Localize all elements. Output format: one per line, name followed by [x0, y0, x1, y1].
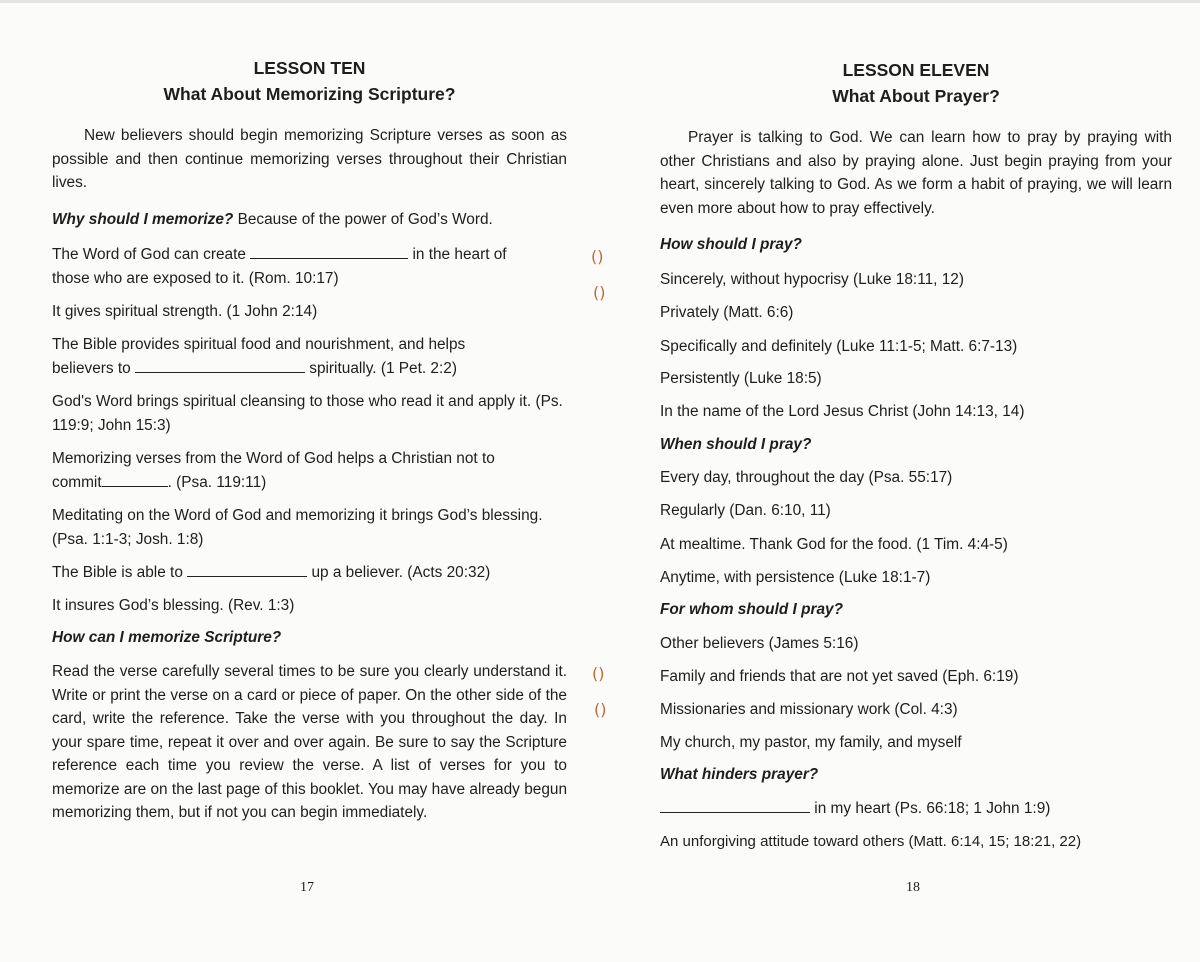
answer-blank: [250, 244, 408, 259]
margin-mark-icon: (): [592, 664, 605, 683]
whom-pray-item: Family and friends that are not yet saved (Eph. 6:19): [660, 668, 1019, 685]
page-number-17: 17: [300, 880, 314, 895]
whom-pray-item: Other believers (James 5:16): [660, 635, 859, 652]
answer-blank: [135, 358, 305, 373]
how-pray-item: Sincerely, without hypocrisy (Luke 18:11, 12): [660, 271, 964, 288]
item1-text-end: in the heart of: [408, 246, 507, 263]
fill-in-faith-item: [52, 243, 567, 290]
lesson-eleven-title: What About Prayer?: [832, 86, 1000, 106]
how-pray-item: In the name of the Lord Jesus Christ (John 14:13, 14): [660, 403, 1025, 420]
how-pray-question: How should I pray?: [660, 236, 802, 253]
lesson-eleven-heading: LESSON ELEVEN: [842, 60, 990, 80]
fill-in-build-item: [52, 561, 567, 585]
lesson-ten-title: What About Memorizing Scripture?: [163, 84, 456, 104]
why-memorize-answer: Because of the power of God’s Word.: [233, 211, 493, 228]
spiritual-strength-item: It gives spiritual strength. (1 John 2:14): [52, 303, 318, 320]
blessing-item: It insures God’s blessing. (Rev. 1:3): [52, 597, 295, 614]
why-memorize-question: Why should I memorize?: [52, 211, 234, 228]
answer-blank: [102, 472, 168, 487]
hinders-prayer-question: What hinders prayer?: [660, 766, 819, 783]
whom-pray-item: Missionaries and missionary work (Col. 4:3): [660, 701, 958, 718]
item1-reference: those who are exposed to it. (Rom. 10:17): [52, 269, 339, 287]
hinder1-text: in my heart (Ps. 66:18; 1 John 1:9): [810, 800, 1051, 817]
when-pray-question: When should I pray?: [660, 436, 812, 453]
when-pray-item: At mealtime. Thank God for the food. (1 Tim. 4:4-5): [660, 536, 1008, 553]
how-pray-item: Specifically and definitely (Luke 11:1-5; Matt. 6:7-13): [660, 338, 1018, 355]
fill-in-grow-item: [52, 333, 567, 380]
item1-text: The Word of God can create: [52, 246, 251, 263]
item5-text: Memorizing verses from the Word of God helps a Christian not to: [52, 450, 495, 467]
how-pray-item: Privately (Matt. 6:6): [660, 304, 794, 321]
item7-text: The Bible is able to: [52, 564, 188, 581]
item5-reference: . (Psa. 119:11): [167, 473, 267, 491]
meditating-item: Meditating on the Word of God and memorizing it brings God’s blessing. (Psa. 1:1-3; Josh. 1:8): [52, 507, 543, 548]
item3-text: The Bible provides spiritual food and nourishment, and helps: [52, 336, 466, 353]
whom-pray-item: My church, my pastor, my family, and myself: [660, 734, 962, 751]
how-pray-item: Persistently (Luke 18:5): [660, 370, 822, 387]
whom-pray-question: For whom should I pray?: [660, 601, 843, 618]
when-pray-item: Every day, throughout the day (Psa. 55:17): [660, 469, 953, 486]
page-18: [660, 0, 1172, 962]
when-pray-item: Regularly (Dan. 6:10, 11): [660, 502, 831, 519]
unforgiving-item: An unforgiving attitude toward others (Matt. 6:14, 15; 18:21, 22): [660, 833, 1082, 850]
item3-text-2: believers to: [52, 359, 135, 377]
why-memorize-line: [52, 208, 567, 232]
prayer-intro-paragraph: Prayer is talking to God. We can learn how to pray by praying with other Christians and also by praying alone. Just begin praying from your heart, sincerely talking to God. As we form a habit of praying, we will learn even more about how to pray effectively.: [660, 129, 1172, 217]
margin-mark-icon: (): [594, 700, 607, 719]
lesson-ten-heading: LESSON TEN: [253, 58, 366, 78]
page-number-18: 18: [906, 880, 920, 895]
page-17: [52, 0, 567, 962]
item5-text-2: commit: [52, 473, 102, 491]
answer-blank: [660, 798, 810, 813]
fill-in-sin-heart-item: [660, 797, 1172, 821]
margin-mark-icon: (): [591, 247, 604, 266]
when-pray-item: Anytime, with persistence (Luke 18:1-7): [660, 569, 931, 586]
intro-paragraph: New believers should begin memorizing Scripture verses as soon as possible and then continue memorizing verses throughout their Christian lives.: [52, 127, 567, 191]
how-memorize-question: How can I memorize Scripture?: [52, 629, 282, 646]
fill-in-sin-item: [52, 447, 567, 494]
how-memorize-paragraph: Read the verse carefully several times to be sure you clearly understand it. Write or print the verse on a card or piece of paper. On the other side of the card, write the reference. Take the verse with you throughout the day. In your spare time, repeat it over and over again. Be sure to say the Scripture reference each time you review the verse. A list of verses for you to memorize are on the last page of this booklet. You may have already begun memorizing them, but if not you can begin immediately.: [52, 663, 567, 821]
answer-blank: [187, 562, 307, 577]
item7-reference: up a believer. (Acts 20:32): [307, 564, 491, 581]
item3-reference: spiritually. (1 Pet. 2:2): [304, 359, 457, 377]
cleansing-item: God's Word brings spiritual cleansing to those who read it and apply it. (Ps. 119:9; John 15:3): [52, 393, 563, 434]
margin-mark-icon: (): [593, 283, 606, 302]
